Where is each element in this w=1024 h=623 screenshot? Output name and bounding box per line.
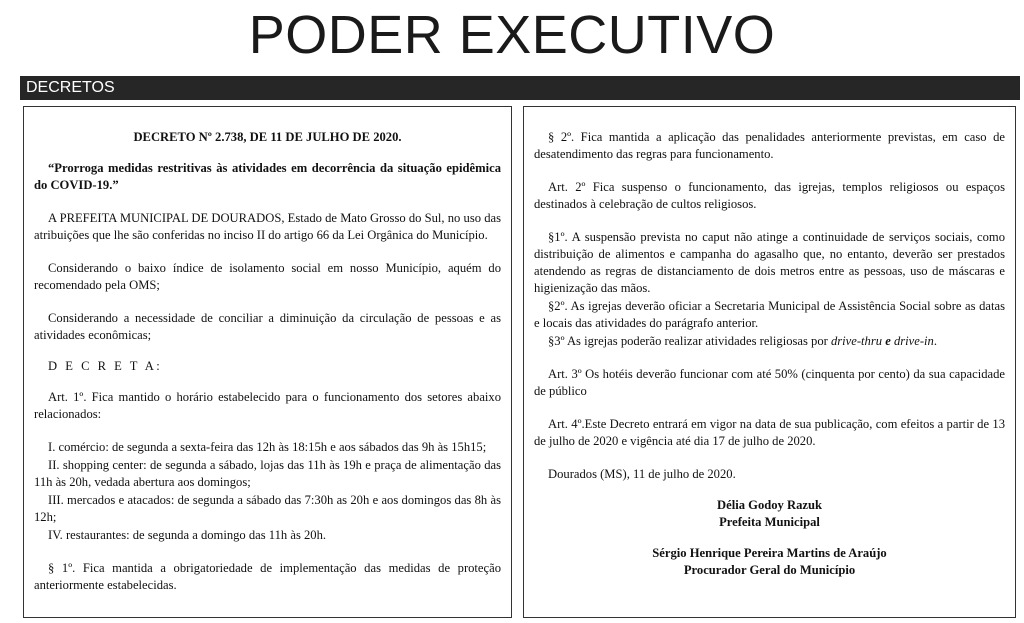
signer-1-role: Prefeita Municipal: [719, 515, 820, 529]
item-3: III. mercados e atacados: de segunda a sábado das 7:30h as 20h e aos domingos das 8h às 12h;: [34, 493, 501, 524]
drive-in: drive-in: [893, 334, 934, 348]
item-4: IV. restaurantes: de segunda a domingo das 11h às 20h.: [48, 528, 327, 542]
item-1: I. comércio: de segunda a sexta-feira das 12h às 18:15h e aos sábados das 9h às 15h15;: [48, 440, 487, 454]
item-2: II. shopping center: de segunda a sábado, lojas das 11h às 19h e praça de alimentação das 11h às 20h, vedada abertura aos domingos;: [34, 458, 501, 489]
signer-1-name: Délia Godoy Razuk: [717, 498, 822, 512]
art2-paragraph-2: §2º. As igrejas deverão oficiar a Secretaria Municipal de Assistência Social sobre as datas e locais das atividades do parágrafo anterior.: [534, 299, 1005, 330]
art2-paragraph-3: [534, 333, 1005, 350]
article-2: Art. 2º Fica suspenso o funcionamento, das igrejas, templos religiosos ou espaços destinados à celebração de cultos religiosos.: [534, 180, 1005, 211]
page-title: PODER EXECUTIVO: [248, 5, 776, 65]
drive-thru: drive-thru: [830, 334, 883, 348]
section-bar: [20, 76, 1020, 100]
whereas-2: Considerando a necessidade de conciliar a diminuição da circulação de pessoas e as atividades econômicas;: [34, 311, 501, 342]
decree-heading: DECRETO Nº 2.738, DE 11 DE JULHO DE 2020.: [133, 130, 402, 144]
right-column: [523, 106, 1016, 618]
p3-text: §3º As igrejas poderão realizar atividades religiosas por: [548, 334, 831, 348]
whereas-1: Considerando o baixo índice de isolamento social em nosso Município, aquém do recomendado pela OMS;: [34, 261, 501, 292]
paragraph-1: § 1º. Fica mantida a obrigatoriedade de implementação das medidas de proteção anteriormente estabelecidas.: [34, 561, 501, 592]
signing-date: Dourados (MS), 11 de julho de 2020.: [548, 467, 736, 481]
left-column: [23, 106, 512, 618]
article-4: Art. 4º.Este Decreto entrará em vigor na data de sua publicação, com efeitos a partir de 13 de julho de 2020 e vigência até dia 17 de julho de 2020.: [534, 417, 1005, 448]
paragraph-2: § 2º. Fica mantida a aplicação das penalidades anteriormente previstas, em caso de desatendimento das regras para funcionamento.: [534, 130, 1005, 161]
preamble: A PREFEITA MUNICIPAL DE DOURADOS, Estado de Mato Grosso do Sul, no uso das atribuições que lhe são conferidas no inciso II do artigo 66 da Lei Orgânica do Município.: [34, 211, 501, 242]
and-word: e: [882, 334, 894, 348]
article-3: Art. 3º Os hotéis deverão funcionar com até 50% (cinquenta por cento) da sua capacidade de público: [534, 367, 1005, 398]
art2-paragraph-1: §1º. A suspensão prevista no caput não atinge a continuidade de serviços sociais, como distribuição de alimentos e campanha do agasalho que, no entanto, deverão ser prestados atendendo as regras de distanciamento de dois metros entre as pessoas, uso de máscaras e higienização das mãos.: [534, 230, 1005, 295]
section-label: DECRETOS: [26, 79, 115, 96]
signer-2-name: Sérgio Henrique Pereira Martins de Araújo: [652, 546, 887, 560]
decreta: D E C R E T A:: [48, 359, 163, 373]
p3-end: .: [933, 334, 937, 348]
decree-summary: “Prorroga medidas restritivas às atividades em decorrência da situação epidêmica do COVID-19.”: [34, 161, 501, 192]
article-1: Art. 1º. Fica mantido o horário estabelecido para o funcionamento dos setores abaixo relacionados:: [34, 390, 501, 421]
signer-2-role: Procurador Geral do Município: [683, 563, 856, 577]
